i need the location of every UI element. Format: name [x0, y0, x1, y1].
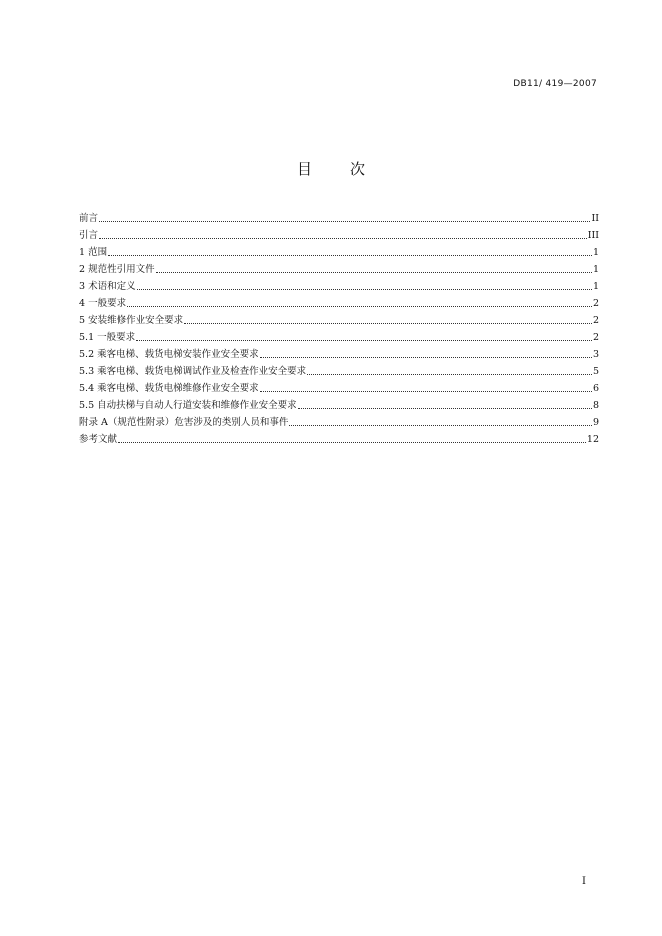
- toc-leader-dots: [136, 340, 592, 341]
- toc-entry-label: 4 一般要求: [79, 298, 127, 309]
- toc-entry-page: II: [591, 213, 599, 224]
- toc-entry-appendix-a[interactable]: [79, 414, 599, 431]
- toc-entry-introduction[interactable]: [79, 227, 599, 244]
- toc-entry-page: 6: [592, 383, 599, 394]
- toc-entry-page: 3: [592, 349, 599, 360]
- toc-entry-page: 8: [592, 400, 599, 411]
- toc-entry-page: 9: [592, 417, 599, 428]
- toc-entry-5-1[interactable]: [79, 329, 599, 346]
- toc-entry-normative-references[interactable]: [79, 261, 599, 278]
- toc-leader-dots: [99, 221, 590, 222]
- toc-entry-page: 12: [586, 434, 599, 445]
- toc-entry-foreword[interactable]: [79, 210, 599, 227]
- page-number: I: [582, 876, 586, 887]
- toc-leader-dots: [260, 391, 592, 392]
- toc-entry-label: 5.4 乘客电梯、载货电梯维修作业安全要求: [79, 383, 259, 394]
- toc-entry-label: 5 安装维修作业安全要求: [79, 315, 184, 326]
- toc-leader-dots: [118, 442, 586, 443]
- toc-entry-label: 5.5 自动扶梯与自动人行道安装和维修作业安全要求: [79, 400, 297, 411]
- toc-entry-label: 5.2 乘客电梯、载货电梯安装作业安全要求: [79, 349, 259, 360]
- toc-entry-label: 5.1 一般要求: [79, 332, 136, 343]
- toc-leader-dots: [108, 255, 592, 256]
- toc-leader-dots: [298, 408, 592, 409]
- toc-entry-5-5[interactable]: [79, 397, 599, 414]
- toc-entry-5-3[interactable]: [79, 363, 599, 380]
- toc-leader-dots: [289, 425, 592, 426]
- toc-entry-label: 3 术语和定义: [79, 281, 136, 292]
- toc-leader-dots: [307, 374, 592, 375]
- toc-entry-safety-requirements[interactable]: [79, 312, 599, 329]
- toc-entry-page: 2: [592, 332, 599, 343]
- toc-entry-terms-definitions[interactable]: [79, 278, 599, 295]
- toc-leader-dots: [184, 323, 592, 324]
- toc-entry-label: 2 规范性引用文件: [79, 264, 155, 275]
- toc-title: 目次: [296, 160, 403, 178]
- table-of-contents: [79, 210, 599, 448]
- toc-entry-label: 5.3 乘客电梯、载货电梯调试作业及检查作业安全要求: [79, 366, 307, 377]
- toc-entry-page: 2: [592, 315, 599, 326]
- toc-entry-page: 5: [592, 366, 599, 377]
- toc-entry-label: 1 范围: [79, 247, 108, 258]
- toc-leader-dots: [127, 306, 592, 307]
- toc-leader-dots: [260, 357, 592, 358]
- toc-entry-label: 引言: [79, 230, 99, 241]
- toc-entry-scope[interactable]: [79, 244, 599, 261]
- toc-entry-label: 附录 A（规范性附录）危害涉及的类别人员和事件: [79, 417, 289, 428]
- toc-entry-5-2[interactable]: [79, 346, 599, 363]
- toc-entry-page: 1: [592, 281, 599, 292]
- document-code: DB11/ 419—2007: [513, 79, 597, 89]
- toc-entry-page: 2: [592, 298, 599, 309]
- toc-entry-5-4[interactable]: [79, 380, 599, 397]
- toc-entry-page: 1: [592, 247, 599, 258]
- toc-entry-general-requirements[interactable]: [79, 295, 599, 312]
- toc-leader-dots: [99, 238, 587, 239]
- toc-entry-label: 前言: [79, 213, 99, 224]
- toc-entry-bibliography[interactable]: [79, 431, 599, 448]
- toc-entry-page: 1: [592, 264, 599, 275]
- toc-leader-dots: [156, 272, 592, 273]
- toc-entry-page: III: [587, 230, 599, 241]
- toc-entry-label: 参考文献: [79, 434, 118, 445]
- toc-leader-dots: [137, 289, 592, 290]
